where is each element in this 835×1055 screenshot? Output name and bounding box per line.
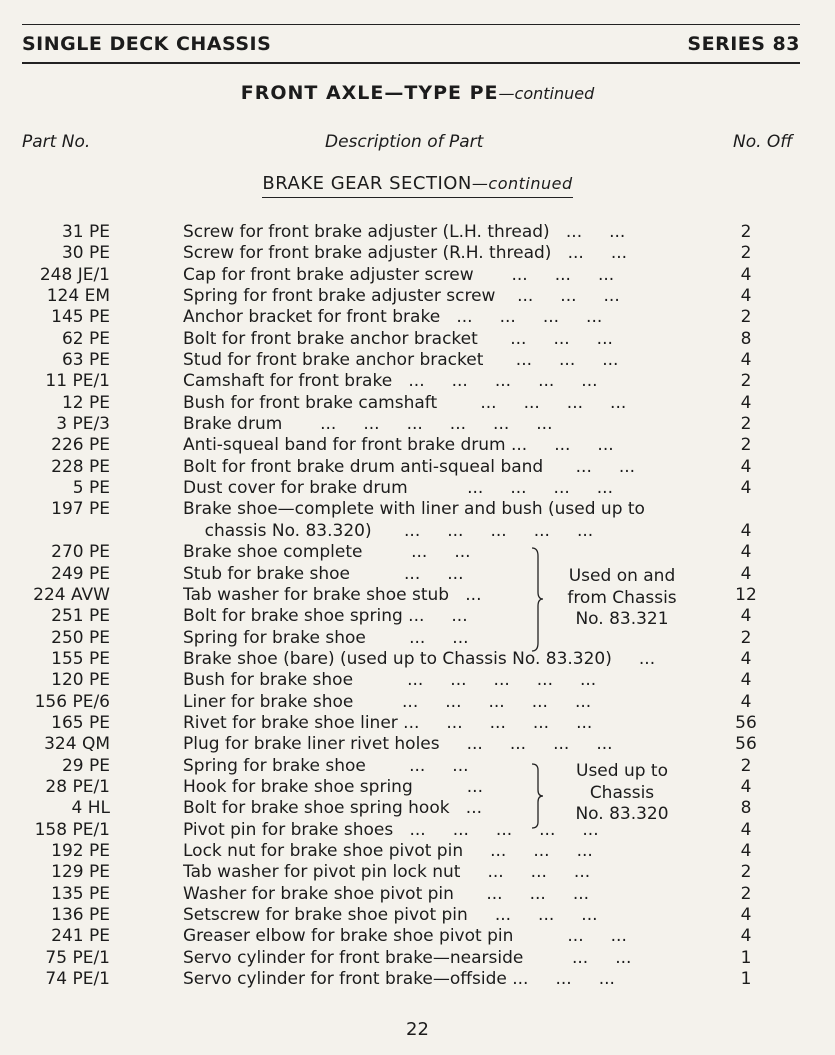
part-number: 155 PE bbox=[51, 648, 110, 669]
part-number: 249 PE bbox=[51, 563, 110, 584]
part-description: Stud for front brake anchor bracket ... ... ... bbox=[183, 350, 619, 371]
part-description: Pivot pin for brake shoes ... ... ... ... ... bbox=[183, 819, 599, 840]
brace-group-1 bbox=[530, 546, 540, 653]
page-number: 22 bbox=[406, 1019, 429, 1040]
quantity: 4 bbox=[740, 776, 752, 797]
part-description: Screw for front brake adjuster (L.H. thread) ... ... bbox=[183, 222, 626, 242]
note-line: Used on and bbox=[568, 566, 676, 586]
part-number: 4 HL bbox=[71, 798, 110, 819]
part-number: 192 PE bbox=[51, 840, 110, 861]
part-description: Bush for brake shoe ... ... ... ... ... bbox=[183, 670, 597, 691]
part-description: Dust cover for brake drum ... ... ... ... bbox=[183, 478, 613, 499]
part-description: chassis No. 83.320) ... ... ... ... ... bbox=[183, 520, 594, 541]
part-description: Cap for front brake adjuster screw ... ... ... bbox=[183, 264, 615, 285]
quantity: 2 bbox=[740, 627, 752, 648]
quantity: 4 bbox=[740, 670, 752, 691]
quantity: 4 bbox=[740, 606, 752, 627]
table-row bbox=[0, 713, 835, 734]
part-description: Rivet for brake shoe liner ... ... ... ... ... bbox=[183, 712, 593, 733]
part-number: 250 PE bbox=[51, 627, 110, 648]
column-no-off: No. Off bbox=[733, 132, 793, 152]
quantity: 2 bbox=[740, 243, 752, 264]
part-number: 74 PE/1 bbox=[45, 969, 110, 990]
part-number: 62 PE bbox=[61, 328, 110, 349]
section-heading bbox=[0, 173, 835, 194]
note-line: from Chassis bbox=[567, 587, 677, 608]
table-row bbox=[0, 499, 835, 520]
table-row bbox=[0, 371, 835, 392]
quantity: 4 bbox=[740, 691, 752, 712]
quantity: 2 bbox=[740, 883, 752, 904]
section-continued: —continued bbox=[471, 174, 573, 193]
table-row bbox=[0, 670, 835, 691]
table-row bbox=[0, 777, 835, 798]
quantity: 2 bbox=[740, 307, 752, 328]
part-description: Hook for brake shoe spring ... bbox=[183, 776, 483, 797]
table-row bbox=[0, 841, 835, 862]
part-description: Servo cylinder for front brake—offside ... ... ... bbox=[183, 969, 615, 990]
table-row bbox=[0, 478, 835, 499]
note-line: Chassis bbox=[589, 782, 655, 803]
table-row bbox=[0, 649, 835, 670]
part-number: 158 PE/1 bbox=[34, 819, 110, 840]
part-description: Spring for front brake adjuster screw ... ... ... bbox=[183, 286, 620, 307]
quantity: 2 bbox=[740, 222, 752, 242]
part-number: 145 PE bbox=[51, 307, 110, 328]
part-number: 75 PE/1 bbox=[45, 947, 110, 968]
part-number: 197 PE bbox=[51, 499, 110, 520]
part-number: 12 PE bbox=[61, 392, 110, 413]
quantity: 2 bbox=[740, 862, 752, 883]
quantity: 4 bbox=[740, 456, 752, 477]
quantity: 8 bbox=[740, 328, 752, 349]
part-number: 165 PE bbox=[51, 712, 110, 733]
part-number: 129 PE bbox=[51, 862, 110, 883]
table-row bbox=[0, 564, 835, 585]
table-row bbox=[0, 435, 835, 456]
note-used-up-to bbox=[542, 761, 702, 826]
part-description: Screw for front brake adjuster (R.H. thread) ... ... bbox=[183, 243, 628, 264]
part-number: 63 PE bbox=[61, 350, 110, 371]
quantity: 1 bbox=[740, 947, 752, 968]
table-row bbox=[0, 969, 835, 990]
table-row bbox=[0, 606, 835, 627]
quantity: 2 bbox=[740, 371, 752, 392]
table-row bbox=[0, 329, 835, 350]
part-description: Plug for brake liner rivet holes ... ... ... ... bbox=[183, 734, 613, 755]
table-row bbox=[0, 243, 835, 264]
note-line: Used up to bbox=[576, 761, 668, 781]
part-number: 29 PE bbox=[61, 755, 110, 776]
table-row bbox=[0, 265, 835, 286]
part-description: Washer for brake shoe pivot pin ... ... ... bbox=[183, 883, 590, 904]
quantity: 4 bbox=[740, 350, 752, 371]
part-number: 135 PE bbox=[51, 883, 110, 904]
header-left: SINGLE DECK CHASSIS bbox=[22, 33, 272, 55]
page-title bbox=[0, 82, 835, 104]
note-line: No. 83.320 bbox=[575, 804, 669, 824]
part-number: 324 QM bbox=[44, 734, 110, 755]
quantity: 4 bbox=[740, 905, 752, 925]
part-description: Greaser elbow for brake shoe pivot pin ... ... bbox=[183, 926, 627, 947]
part-number: 226 PE bbox=[51, 435, 110, 456]
quantity: 4 bbox=[740, 392, 752, 413]
part-description: Anti-squeal band for front brake drum ... ... ... bbox=[183, 435, 614, 456]
part-number: 120 PE bbox=[51, 670, 110, 691]
table-row bbox=[0, 692, 835, 713]
part-description: Setscrew for brake shoe pivot pin ... ... ... bbox=[183, 905, 598, 925]
title-continued: —continued bbox=[498, 84, 595, 103]
note-line: No. 83.321 bbox=[575, 609, 669, 629]
part-number: 11 PE/1 bbox=[45, 371, 110, 392]
part-description: Liner for brake shoe ... ... ... ... ... bbox=[183, 691, 592, 712]
quantity: 4 bbox=[740, 286, 752, 307]
part-description: Tab washer for brake shoe stub ... bbox=[183, 584, 482, 605]
table-row bbox=[0, 884, 835, 905]
part-description: Servo cylinder for front brake—nearside ... ... bbox=[183, 947, 632, 968]
part-description: Brake shoe (bare) (used up to Chassis No. 83.320) ... bbox=[183, 648, 656, 669]
header-right: SERIES 83 bbox=[687, 33, 800, 55]
part-number: 28 PE/1 bbox=[45, 776, 110, 797]
parts-table bbox=[0, 222, 835, 990]
table-row bbox=[0, 862, 835, 883]
table-row bbox=[0, 926, 835, 947]
part-number: 30 PE bbox=[61, 243, 110, 264]
table-row bbox=[0, 307, 835, 328]
part-description: Tab washer for pivot pin lock nut ... ... ... bbox=[183, 862, 591, 883]
table-row bbox=[0, 222, 835, 243]
table-row bbox=[0, 948, 835, 969]
note-used-from bbox=[542, 566, 702, 631]
quantity: 2 bbox=[740, 414, 752, 435]
part-number: 5 PE bbox=[72, 478, 110, 499]
brace-group-2 bbox=[530, 762, 540, 830]
part-number: 156 PE/6 bbox=[34, 691, 110, 712]
part-description: Bush for front brake camshaft ... ... ... ... bbox=[183, 392, 627, 413]
table-row bbox=[0, 542, 835, 563]
part-description: Spring for brake shoe ... ... bbox=[183, 755, 469, 776]
part-description: Brake drum ... ... ... ... ... ... bbox=[183, 414, 553, 435]
header-rule bbox=[22, 62, 800, 64]
part-description: Bolt for brake shoe spring hook ... bbox=[183, 798, 483, 819]
part-number: 248 JE/1 bbox=[39, 264, 110, 285]
part-number: 3 PE/3 bbox=[56, 414, 110, 435]
table-row bbox=[0, 798, 835, 819]
quantity: 4 bbox=[740, 926, 752, 947]
quantity: 8 bbox=[740, 798, 752, 819]
quantity: 2 bbox=[740, 755, 752, 776]
part-number: 241 PE bbox=[51, 926, 110, 947]
part-description: Anchor bracket for front brake ... ... ... ... bbox=[183, 307, 603, 328]
table-row bbox=[0, 820, 835, 841]
part-description: Bolt for brake shoe spring ... ... bbox=[183, 606, 468, 627]
part-description: Bolt for front brake anchor bracket ... ... ... bbox=[183, 328, 613, 349]
part-number: 251 PE bbox=[51, 606, 110, 627]
quantity: 4 bbox=[740, 840, 752, 861]
part-number: 228 PE bbox=[51, 456, 110, 477]
quantity: 4 bbox=[740, 478, 752, 499]
part-number: 270 PE bbox=[51, 542, 110, 563]
table-row bbox=[0, 393, 835, 414]
part-description: Brake shoe complete ... ... bbox=[183, 542, 471, 563]
quantity: 56 bbox=[735, 712, 757, 733]
part-number: 224 AVW bbox=[33, 584, 110, 605]
part-description: Camshaft for front brake ... ... ... ... ... bbox=[183, 371, 598, 392]
quantity: 12 bbox=[735, 584, 757, 605]
table-row bbox=[0, 521, 835, 542]
quantity: 4 bbox=[740, 648, 752, 669]
top-rule bbox=[22, 24, 800, 25]
table-row bbox=[0, 457, 835, 478]
table-row bbox=[0, 756, 835, 777]
quantity: 4 bbox=[740, 520, 752, 541]
part-number: 31 PE bbox=[61, 222, 110, 242]
quantity: 1 bbox=[740, 969, 752, 990]
table-row bbox=[0, 286, 835, 307]
part-description: Brake shoe—complete with liner and bush (used up to bbox=[183, 499, 645, 520]
column-description: Description of Part bbox=[325, 132, 484, 152]
column-part-no: Part No. bbox=[22, 132, 91, 152]
part-description: Spring for brake shoe ... ... bbox=[183, 627, 469, 648]
quantity: 56 bbox=[735, 734, 757, 755]
quantity: 4 bbox=[740, 542, 752, 563]
part-description: Stub for brake shoe ... ... bbox=[183, 563, 464, 584]
quantity: 4 bbox=[740, 563, 752, 584]
table-row bbox=[0, 905, 835, 926]
table-row bbox=[0, 350, 835, 371]
table-row bbox=[0, 734, 835, 755]
part-description: Bolt for front brake drum anti-squeal band ... ... bbox=[183, 456, 636, 477]
section-main: BRAKE GEAR SECTION bbox=[262, 173, 472, 194]
quantity: 4 bbox=[740, 264, 752, 285]
title-main: FRONT AXLE—TYPE PE bbox=[240, 82, 499, 104]
quantity: 2 bbox=[740, 435, 752, 456]
quantity: 4 bbox=[740, 819, 752, 840]
part-number: 136 PE bbox=[51, 905, 110, 925]
part-number: 124 EM bbox=[46, 286, 110, 307]
table-row bbox=[0, 414, 835, 435]
part-description: Lock nut for brake shoe pivot pin ... ... ... bbox=[183, 840, 593, 861]
table-row bbox=[0, 585, 835, 606]
table-row bbox=[0, 628, 835, 649]
